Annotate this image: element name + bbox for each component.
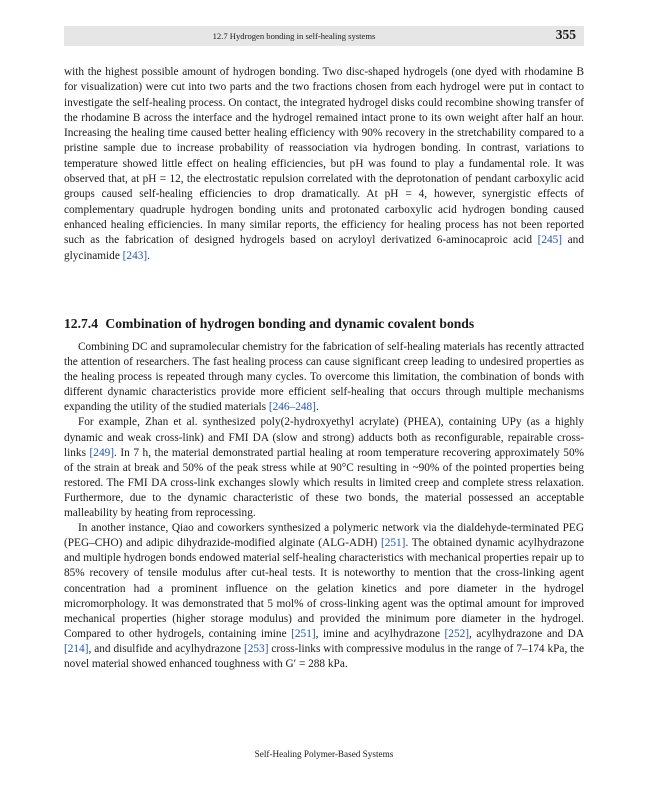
paragraph: For example, Zhan et al. synthesized poly(2-hydroxyethyl acrylate) (PHEA), containing UPy (as a highly dynamic and weak cross-link) and FMI DA (slow and strong) adducts both as reconfigurable, repairable cross-links [249]. In 7 h, the material demonstrated partial healing at room temperature recovering approximately 50% of the strain at break and 50% of the peak stress while at 90°C resulting in ~90% of the pointed properties being restored. The FMI DA cross-link exchanges slowly which results in limited creep and complete stress relaxation. Furthermore, due to the dynamic characteristic of these two bonds, the material possessed an acceptable malleability by heating from reprocessing. [64, 416, 584, 520]
paragraph: Combining DC and supramolecular chemistry for the fabrication of self-healing materials has recently attracted the attention of researchers. The fast healing process can cause significant creep leading to undesired properties as the healing process is repeated through many cycles. To overcome this limitation, the combination of bonds with different dynamic characteristics provide more efficient self-healing that occurs through multiple mechanisms expanding the utility of the studied materials [246–248]. [64, 341, 584, 414]
running-title: 12.7 Hydrogen bonding in self-healing systems [212, 31, 376, 41]
running-header [64, 26, 584, 46]
citation-link[interactable]: [251] [291, 627, 316, 640]
section-body [64, 340, 584, 672]
body-text-top [64, 65, 584, 264]
paragraph-continued: with the highest possible amount of hydrogen bonding. Two disc-shaped hydrogels (one dyed with rhodamine B for visualization) were cut into two parts and the two fractions chosen from each hydrogel were put in contact to investigate the self-healing process. On contact, the integrated hydrogel disks could recombine showing transfer of the rhodamine B across the interface and the hydrogel remained intact prone to its own weight after half an hour. Increasing the healing time caused better healing efficiency with 90% recovery in the stretchability compared to a pristine sample due to increase probability of reassociation via hydrogen bonding. In contrast, variations to temperature showed little effect on healing efficiencies, but pH was found to play a fundamental role. It was observed that, at pH = 12, the electrostatic repulsion correlated with the deprotonation of pendant carboxylic acid groups caused self-healing efficiencies to drop dramatically. At pH = 4, however, synergistic effects of complementary quadruple hydrogen bonding units and protonated carboxylic acid hydrogen bonding caused enhanced healing efficiencies. In many similar reports, the efficiency for healing process has not been reported such as the fabrication of designed hydrogels based on acryloyl derivatized 6-aminocaproic acid [245] and glycinamide [243]. [64, 66, 584, 262]
page-number: 355 [555, 27, 576, 42]
citation-link[interactable]: [253] [243, 642, 269, 655]
citation-link[interactable]: [214] [64, 642, 89, 655]
citation-link[interactable]: [245] [537, 234, 563, 247]
citation-link[interactable]: [246–248] [268, 401, 316, 414]
section-title: Combination of hydrogen bonding and dynamic covalent bonds [105, 316, 475, 331]
paragraph: In another instance, Qiao and coworkers synthesized a polymeric network via the dialdehyde-terminated PEG (PEG–CHO) and adipic dihydrazide-modified alginate (ALG-ADH) [251]. The obtained dynamic acylhydrazone and multiple hydrogen bonds endowed material self-healing characteristics with mechanical properties repair up to 85% recovery of tensile modulus after cut-heal tests. It is noteworthy to mention that the cross-linking agent concentration had a prominent influence on the gelation kinetics and pore diameter in the hydrogel micromorphology. It was demonstrated that 5 mol% of cross-linking agent was the optimal amount for improved mechanical properties (higher storage modulus) and provided the minimum pore diameter in the hydrogel. Compared to other hydrogels, containing imine [251], imine and acylhydrazone [252], acylhydrazone and DA [214], and disulfide and acylhydrazone [253] cross-links with compressive modulus in the range of 7–174 kPa, the novel material showed enhanced toughness with G′ = 288 kPa. [64, 522, 585, 670]
section-heading [64, 316, 584, 332]
citation-link[interactable]: [252] [444, 627, 470, 640]
citation-link[interactable]: [251] [380, 537, 406, 550]
citation-link[interactable]: [249] [89, 446, 115, 459]
citation-link[interactable]: [243] [122, 249, 148, 262]
running-footer: Self-Healing Polymer-Based Systems [254, 749, 394, 759]
section-number: 12.7.4 [64, 316, 98, 331]
